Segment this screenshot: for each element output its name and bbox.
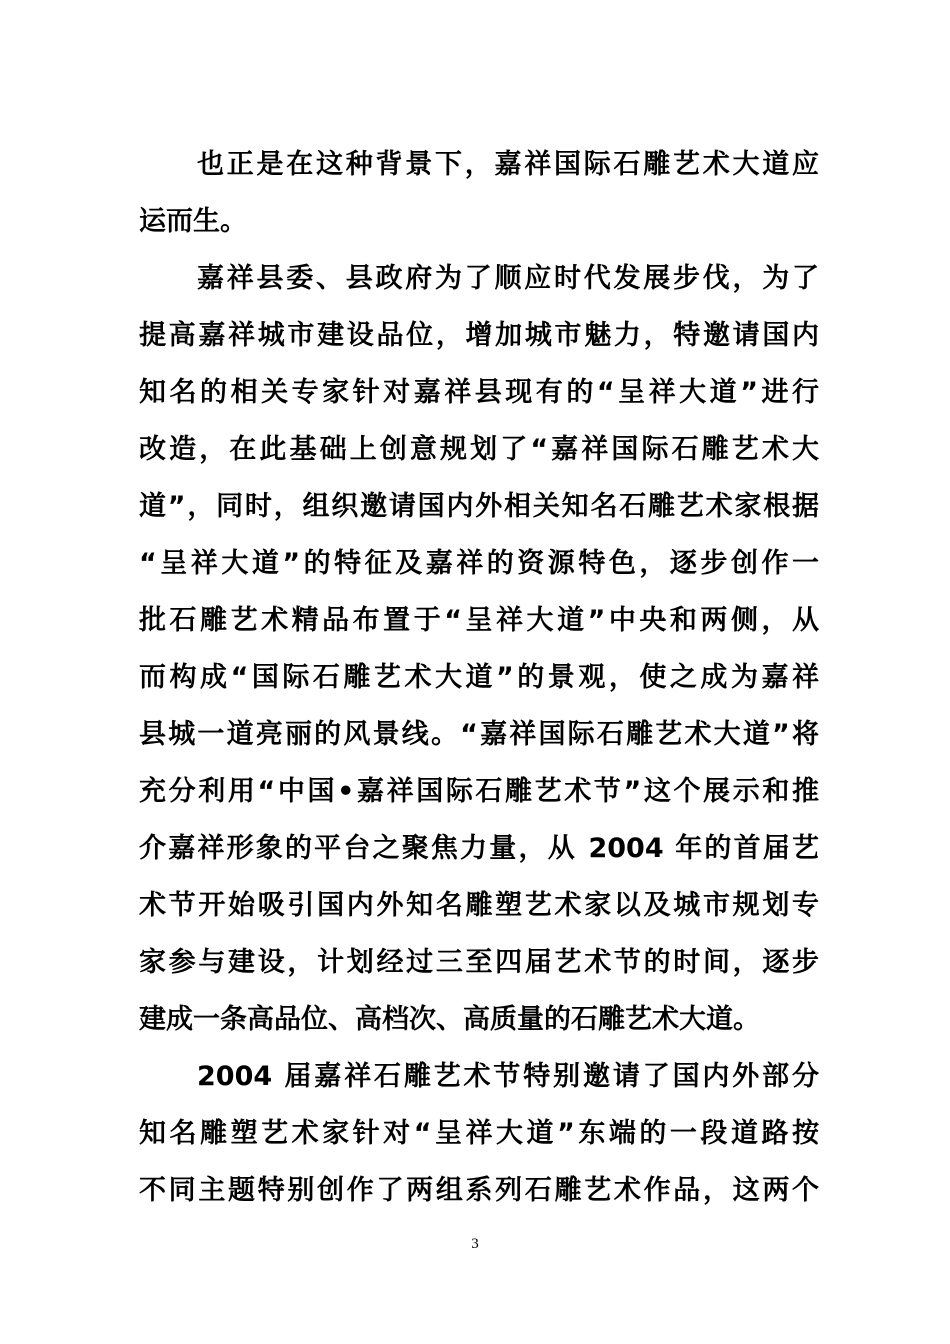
text-line: 介嘉祥形象的平台之聚焦力量，从 2004 年的首届艺 [139, 833, 819, 864]
body-text [139, 136, 819, 1219]
page-number: 3 [471, 1236, 479, 1252]
text-line: 不同主题特别创作了两组系列石雕艺术作品，这两个 [139, 1175, 819, 1206]
text-line: 2004 届嘉祥石雕艺术节特别邀请了国内外部分 [197, 1061, 819, 1092]
text-line: “呈祥大道”的特征及嘉祥的资源特色，逐步创作一 [139, 548, 819, 579]
text-line: 批石雕艺术精品布置于“呈祥大道”中央和两侧，从 [139, 605, 819, 636]
text-line: 运而生。 [139, 206, 247, 237]
text-line: 知名的相关专家针对嘉祥县现有的“呈祥大道”进行 [139, 377, 819, 408]
text-line: 充分利用“中国•嘉祥国际石雕艺术节”这个展示和推 [139, 776, 819, 807]
text-line: 术节开始吸引国内外知名雕塑艺术家以及城市规划专 [139, 890, 819, 921]
text-line: 道”，同时，组织邀请国内外相关知名石雕艺术家根据 [139, 491, 819, 522]
text-line: 嘉祥县委、县政府为了顺应时代发展步伐，为了 [197, 263, 819, 294]
text-line: 县城一道亮丽的风景线。“嘉祥国际石雕艺术大道”将 [139, 719, 819, 750]
text-line: 提高嘉祥城市建设品位，增加城市魅力，特邀请国内 [139, 320, 819, 351]
text-line: 家参与建设，计划经过三至四届艺术节的时间，逐步 [139, 947, 819, 978]
text-line: 建成一条高品位、高档次、高质量的石雕艺术大道。 [139, 1004, 760, 1035]
text-line: 知名雕塑艺术家针对“呈祥大道”东端的一段道路按 [139, 1118, 819, 1149]
text-line: 也正是在这种背景下，嘉祥国际石雕艺术大道应 [197, 149, 819, 180]
text-line: 改造，在此基础上创意规划了“嘉祥国际石雕艺术大 [139, 434, 819, 465]
text-line: 而构成“国际石雕艺术大道”的景观，使之成为嘉祥 [139, 662, 819, 693]
